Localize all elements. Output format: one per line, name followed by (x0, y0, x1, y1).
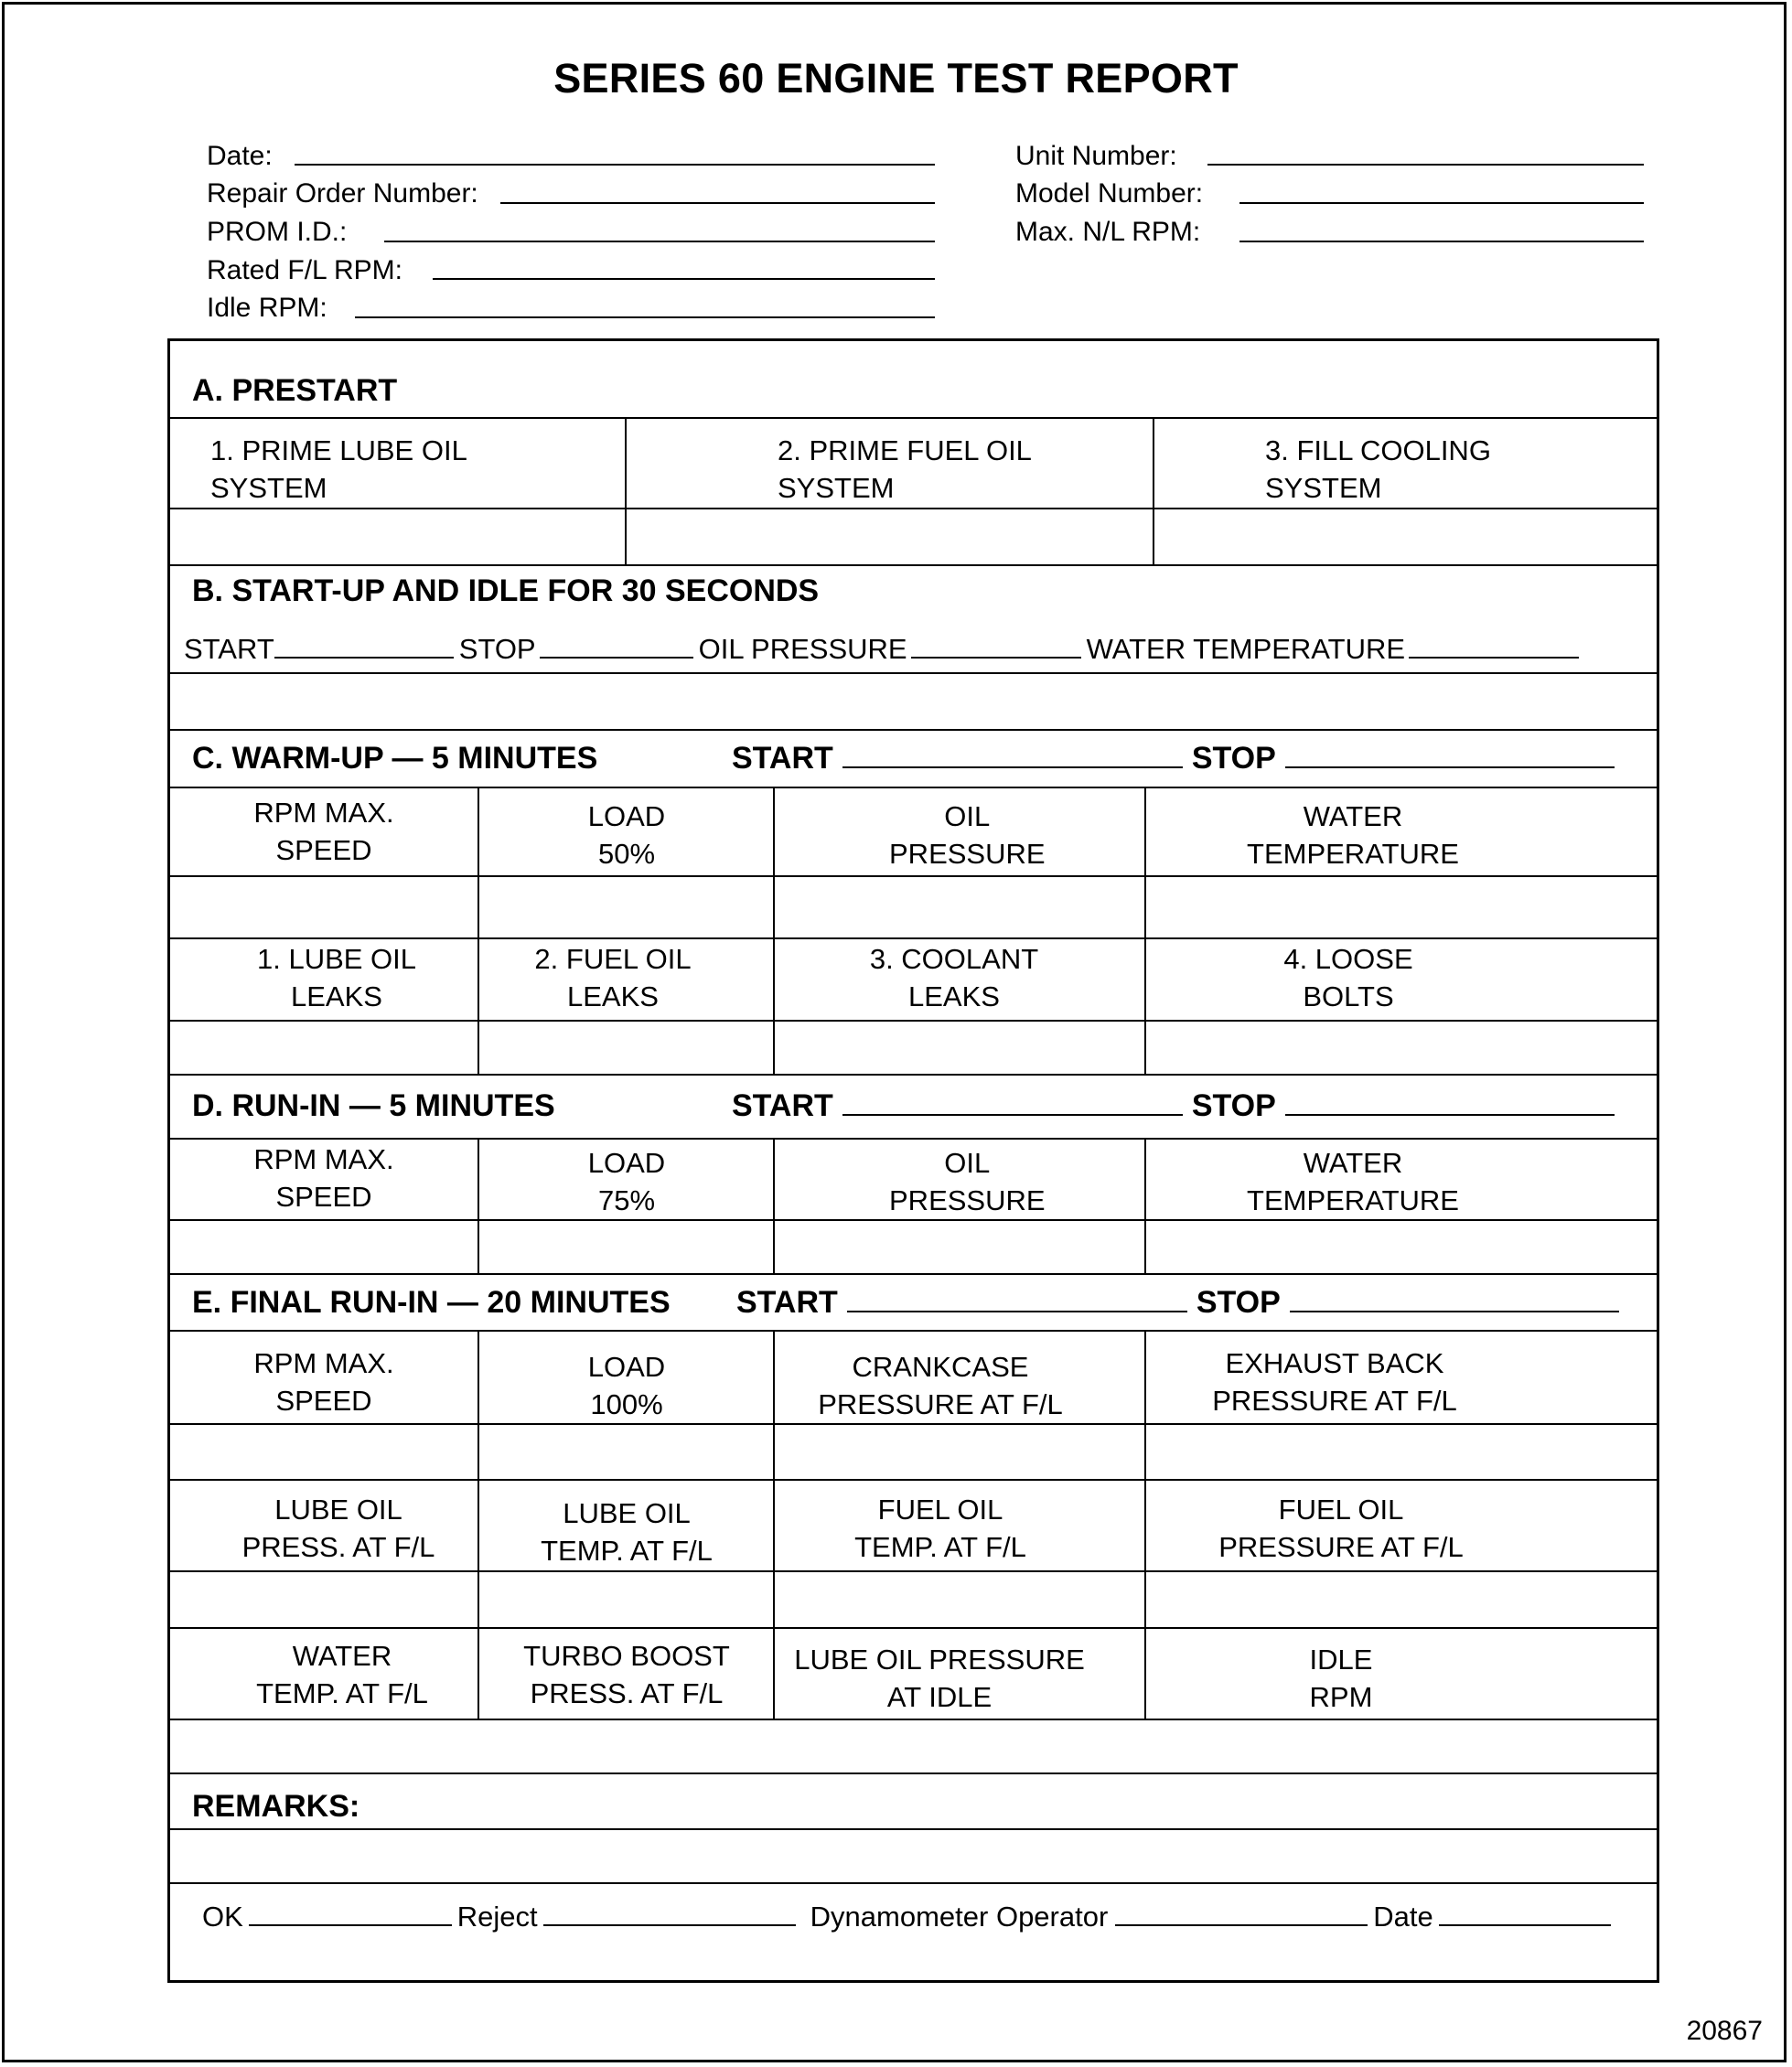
section-b-fields (184, 633, 1584, 666)
rule (168, 417, 1658, 419)
max-nl-rpm-field[interactable] (1239, 241, 1644, 242)
d-water-temp-entry[interactable] (1147, 1222, 1657, 1272)
section-e-start-field[interactable] (847, 1311, 1187, 1312)
remarks-field[interactable] (170, 1830, 1657, 1881)
prime-fuel-oil-entry[interactable] (628, 510, 1152, 563)
section-e-start-label: START (736, 1285, 838, 1320)
figure-number: 20867 (1686, 2016, 1763, 2046)
section-a-title: A. PRESTART (192, 373, 398, 408)
section-b-water-temp-label: WATER TEMPERATURE (1086, 633, 1406, 665)
e-fuel-pressure-entry[interactable] (1147, 1573, 1657, 1626)
section-b-water-temp-field[interactable] (1409, 657, 1579, 659)
c-water-temp-entry[interactable] (1147, 880, 1657, 937)
d-water-temperature-label: WATER TEMPERATURE (1247, 1147, 1459, 1216)
c-oil-pressure-text: OIL PRESSURE (889, 800, 1046, 870)
d-oil-pressure-text: OIL PRESSURE (889, 1147, 1046, 1216)
c-water-temperature-label: WATER TEMPERATURE (1247, 800, 1459, 870)
c-load-entry[interactable] (480, 880, 772, 937)
d-oil-pressure-label (776, 1144, 1160, 1219)
rule (168, 1570, 1658, 1572)
section-b-title: B. START-UP AND IDLE FOR 30 SECONDS (192, 573, 820, 608)
col-divider (478, 1138, 479, 1274)
c-rpm-max-speed-label: RPM MAX. SPEED (253, 797, 394, 866)
signoff-date-label: Date (1373, 1901, 1433, 1933)
max-nl-rpm-label: Max. N/L RPM: (1015, 217, 1201, 247)
reject-label: Reject (456, 1901, 538, 1933)
c-loose-bolts-label: 4. LOOSE BOLTS (1283, 943, 1413, 1012)
section-d-start-label: START (732, 1088, 833, 1123)
rule (168, 1273, 1658, 1275)
section-d-timing (732, 1088, 1615, 1124)
rule (168, 787, 1658, 788)
prime-lube-oil-entry[interactable] (170, 510, 624, 563)
d-oil-pressure-entry[interactable] (776, 1222, 1143, 1272)
section-b-stop-label: STOP (458, 633, 536, 665)
e-exhaust-entry[interactable] (1147, 1426, 1657, 1478)
d-rpm-max-speed-label: RPM MAX. SPEED (253, 1143, 394, 1213)
rule (168, 1479, 1658, 1481)
e-lube-press-entry[interactable] (170, 1573, 477, 1626)
rule (168, 564, 1658, 566)
prom-id-label: PROM I.D.: (207, 217, 348, 247)
section-b-oil-pressure-field[interactable] (911, 657, 1081, 659)
e-crankcase-pressure-label: CRANKCASE PRESSURE AT F/L (818, 1351, 1063, 1420)
rule (168, 1074, 1658, 1076)
e-water-temp-label: WATER TEMP. AT F/L (256, 1640, 428, 1709)
section-b-entry-row[interactable] (170, 674, 1657, 728)
e-fuel-oil-pressure-label: FUEL OIL PRESSURE AT F/L (1218, 1494, 1464, 1563)
remarks-title: REMARKS: (192, 1789, 360, 1824)
rule (168, 1772, 1658, 1774)
unit-number-field[interactable] (1207, 164, 1644, 166)
e-final-entry-row[interactable] (170, 1720, 1657, 1772)
rule (168, 729, 1658, 731)
rated-rpm-label: Rated F/L RPM: (207, 255, 402, 285)
c-loose-bolts-entry[interactable] (1147, 1022, 1657, 1073)
section-c-title: C. WARM-UP — 5 MINUTES (192, 741, 598, 776)
rule (168, 875, 1658, 877)
e-fuel-oil-temp-label: FUEL OIL TEMP. AT F/L (854, 1494, 1026, 1563)
section-d-start-field[interactable] (842, 1114, 1183, 1116)
unit-number-label: Unit Number: (1015, 141, 1177, 171)
fill-cooling-label: 3. FILL COOLING SYSTEM (1265, 434, 1491, 504)
section-e-title: E. FINAL RUN-IN — 20 MINUTES (192, 1285, 671, 1320)
col-divider (1144, 1330, 1146, 1719)
c-lube-oil-leaks-label: 1. LUBE OIL LEAKS (256, 943, 417, 1012)
e-exhaust-back-pressure-label: EXHAUST BACK PRESSURE AT F/L (1212, 1347, 1457, 1417)
rule (168, 1423, 1658, 1425)
col-divider (773, 787, 775, 1075)
operator-label: Dynamometer Operator (810, 1901, 1109, 1933)
rule (168, 1219, 1658, 1221)
model-number-label: Model Number: (1015, 178, 1204, 209)
date-label: Date: (207, 141, 273, 171)
prom-id-field[interactable] (384, 241, 935, 242)
e-rpm-entry[interactable] (170, 1426, 477, 1478)
section-c-timing (732, 741, 1615, 776)
ok-field[interactable] (249, 1924, 452, 1926)
c-coolant-leaks-label: 3. COOLANT LEAKS (869, 943, 1039, 1012)
c-oil-pressure-entry[interactable] (776, 880, 1143, 937)
ok-label: OK (202, 1901, 243, 1933)
e-lube-oil-press-label: LUBE OIL PRESS. AT F/L (241, 1494, 435, 1563)
col-divider (773, 1330, 775, 1719)
section-b-oil-pressure-label: OIL PRESSURE (698, 633, 907, 665)
section-d-stop-label: STOP (1191, 1088, 1276, 1123)
col-divider (625, 417, 627, 565)
col-divider (478, 787, 479, 1075)
e-lube-oil-pressure-idle-label: LUBE OIL PRESSURE AT IDLE (794, 1644, 1085, 1713)
signoff-date-field[interactable] (1439, 1924, 1611, 1926)
idle-rpm-label: Idle RPM: (207, 293, 327, 323)
e-load-entry[interactable] (480, 1426, 772, 1478)
d-load-entry[interactable] (480, 1222, 772, 1272)
prime-fuel-oil-label: 2. PRIME FUEL OIL SYSTEM (778, 434, 1032, 504)
section-e-timing (736, 1285, 1619, 1321)
model-number-field[interactable] (1239, 202, 1644, 204)
report-title: SERIES 60 ENGINE TEST REPORT (553, 55, 1239, 102)
e-crankcase-entry[interactable] (776, 1426, 1143, 1478)
section-b-stop-field[interactable] (540, 657, 693, 659)
c-coolant-leaks-entry[interactable] (776, 1022, 1143, 1073)
date-field[interactable] (295, 164, 935, 166)
rule (168, 937, 1658, 939)
c-lube-leaks-entry[interactable] (170, 1022, 477, 1073)
section-d-stop-field[interactable] (1285, 1114, 1615, 1116)
rule (168, 1330, 1658, 1332)
operator-field[interactable] (1115, 1924, 1368, 1926)
repair-order-label: Repair Order Number: (207, 178, 478, 209)
signoff-row (202, 1901, 1611, 1933)
rated-rpm-field[interactable] (433, 278, 935, 280)
rule (168, 1882, 1658, 1884)
section-c-stop-field[interactable] (1285, 766, 1615, 768)
e-lube-oil-temp-label: LUBE OIL TEMP. AT F/L (541, 1497, 713, 1567)
col-divider (1153, 417, 1154, 565)
c-oil-pressure-label (776, 798, 1160, 873)
section-c-start-label: START (732, 741, 833, 776)
e-rpm-max-speed-label: RPM MAX. SPEED (253, 1347, 394, 1417)
section-e-stop-label: STOP (1196, 1285, 1281, 1320)
e-lube-temp-entry[interactable] (480, 1573, 772, 1626)
rule (168, 1627, 1658, 1629)
c-load-50-label: LOAD 50% (587, 800, 666, 870)
fill-cooling-entry[interactable] (1155, 510, 1657, 563)
e-load-100-label: LOAD 100% (587, 1351, 666, 1420)
section-b-start-field[interactable] (274, 657, 454, 659)
rule (168, 1138, 1658, 1140)
c-rpm-entry[interactable] (170, 880, 477, 937)
col-divider (773, 1138, 775, 1274)
section-c-stop-label: STOP (1191, 741, 1276, 776)
prime-lube-oil-label: 1. PRIME LUBE OIL SYSTEM (210, 434, 467, 504)
e-turbo-boost-label: TURBO BOOST PRESS. AT F/L (523, 1640, 730, 1709)
e-fuel-temp-entry[interactable] (776, 1573, 1143, 1626)
section-c-start-field[interactable] (842, 766, 1183, 768)
repair-order-field[interactable] (500, 202, 935, 204)
d-load-75-label: LOAD 75% (587, 1147, 666, 1216)
section-b-start-label: START (184, 633, 274, 665)
section-e-stop-field[interactable] (1290, 1311, 1619, 1312)
c-fuel-leaks-entry[interactable] (480, 1022, 772, 1073)
rule (168, 508, 1658, 509)
d-rpm-entry[interactable] (170, 1222, 477, 1272)
idle-rpm-field[interactable] (355, 316, 935, 318)
e-idle-rpm-label: IDLE RPM (1309, 1644, 1373, 1713)
c-fuel-oil-leaks-label: 2. FUEL OIL LEAKS (534, 943, 692, 1012)
reject-field[interactable] (543, 1924, 796, 1926)
section-d-title: D. RUN-IN — 5 MINUTES (192, 1088, 555, 1123)
